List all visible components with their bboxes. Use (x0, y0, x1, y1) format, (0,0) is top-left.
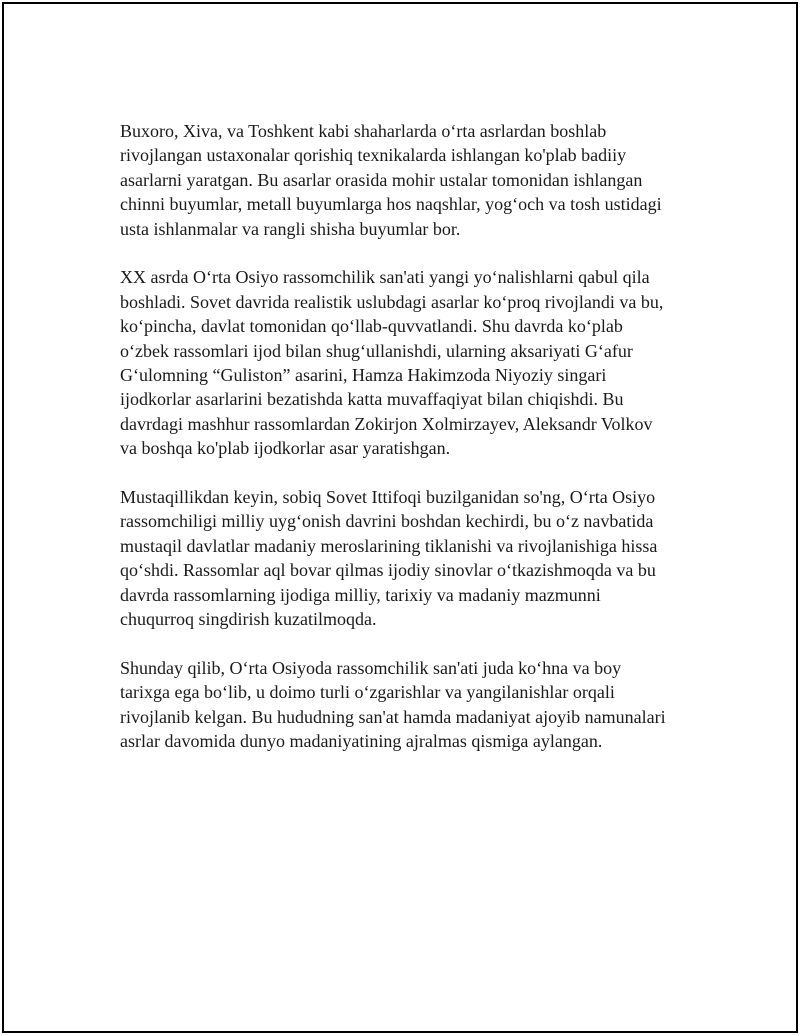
paragraph-line: chinni buyumlar, metall buyumlarga hos naqshlar, yogʻoch va tosh ustidagi (120, 194, 662, 215)
paragraph-line: chuqurroq singdirish kuzatilmoqda. (120, 609, 377, 630)
paragraph-3 (120, 485, 720, 631)
paragraph-line: davrda rassomlarning ijodiga milliy, tarixiy va madaniy mazmunni (120, 584, 601, 605)
paragraph-4 (120, 656, 720, 754)
paragraph-line: boshladi. Sovet davrida realistik uslubdagi asarlar koʻproq rivojlandi va bu, (120, 291, 664, 312)
paragraph-line: Shunday qilib, Oʻrta Osiyoda rassomchilik san'ati juda koʻhna va boy (120, 657, 622, 678)
paragraph-line: va boshqa ko'plab ijodkorlar asar yaratishgan. (120, 438, 451, 459)
paragraph-line: qoʻshdi. Rassomlar aql bovar qilmas ijodiy sinovlar oʻtkazishmoqda va bu (120, 560, 656, 581)
paragraph-line: rivojlangan ustaxonalar qorishiq texnikalarda ishlangan ko'plab badiiy (120, 145, 627, 166)
paragraph-line: Gʻulomning “Guliston” asarini, Hamza Hakimzoda Niyoziy singari (120, 365, 607, 386)
paragraph-1 (120, 119, 720, 241)
paragraph-line: Buxoro, Xiva, va Toshkent kabi shaharlarda oʻrta asrlardan boshlab (120, 121, 607, 141)
paragraph-line: asrlar davomida dunyo madaniyatining ajralmas qismiga aylangan. (120, 731, 603, 752)
page-frame (2, 2, 798, 1033)
paragraph-line: oʻzbek rassomlari ijod bilan shugʻullanishdi, ularning aksariyati Gʻafur (120, 340, 633, 361)
paragraph-line: mustaqil davlatlar madaniy meroslarining tiklanishi va rivojlanishiga hissa (120, 535, 658, 556)
paragraph-line: Mustaqillikdan keyin, sobiq Sovet Ittifoqi buzilganidan so'ng, Oʻrta Osiyo (120, 487, 656, 508)
paragraph-line: davrdagi mashhur rassomlardan Zokirjon Xolmirzayev, Aleksandr Volkov (120, 413, 653, 434)
paragraph-line: tarixga ega boʻlib, u doimo turli oʻzgarishlar va yangilanishlar orqali (120, 682, 615, 703)
paragraph-line: ijodkorlar asarlarini bezatishda katta muvaffaqiyat bilan chiqishdi. Bu (120, 389, 624, 410)
paragraph-line: rassomchiligi milliy uygʻonish davrini boshdan kechirdi, bu oʻz navbatida (120, 511, 654, 532)
document-body (120, 119, 720, 778)
paragraph-2 (120, 265, 720, 460)
paragraph-line: asarlarni yaratgan. Bu asarlar orasida mohir ustalar tomonidan ishlangan (120, 169, 643, 190)
paragraph-line: usta ishlanmalar va rangli shisha buyumlar bor. (120, 218, 461, 239)
paragraph-line: koʻpincha, davlat tomonidan qoʻllab-quvvatlandi. Shu davrda koʻplab (120, 316, 623, 337)
paragraph-line: rivojlanib kelgan. Bu hududning san'at hamda madaniyat ajoyib namunalari (120, 706, 666, 727)
paragraph-line: XX asrda Oʻrta Osiyo rassomchilik san'ati yangi yoʻnalishlarni qabul qila (120, 267, 650, 288)
